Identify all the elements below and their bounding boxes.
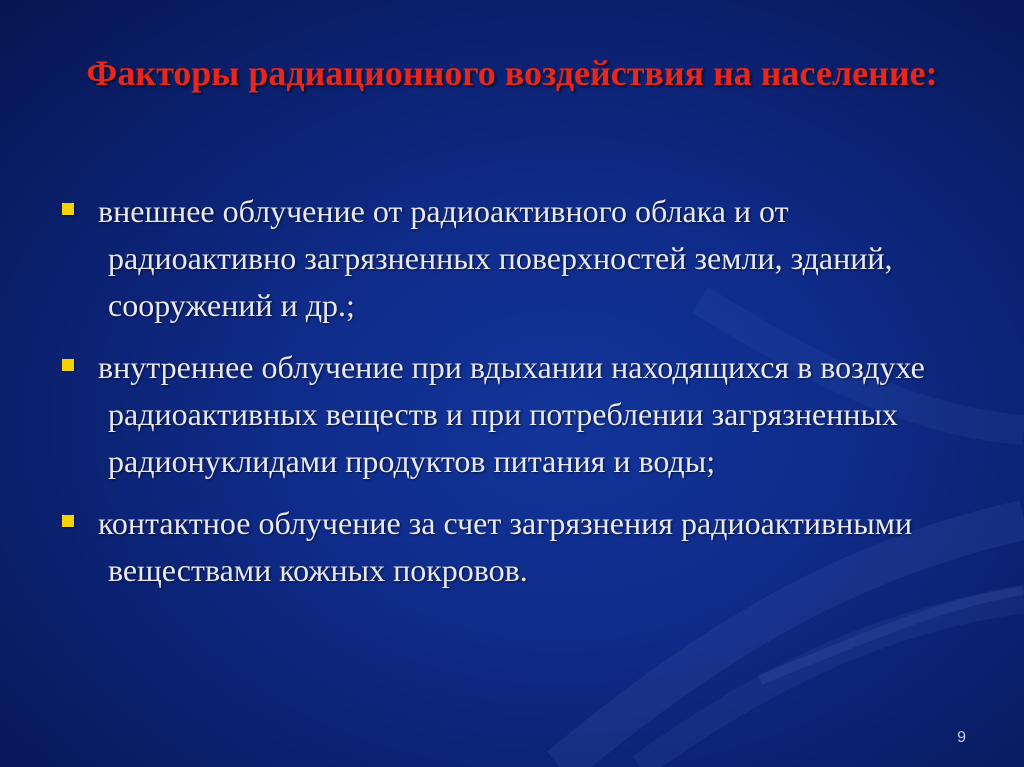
list-item <box>62 188 982 329</box>
list-item-text: контактное облучение за счет загрязнения радиоактивными веществами кожных покровов. <box>98 505 913 588</box>
yellow-square-bullet-icon <box>62 515 74 527</box>
list-item <box>62 344 982 485</box>
yellow-square-bullet-icon <box>62 203 74 215</box>
list-item-text: внутреннее облучение при вдыхании находящихся в воздухе радиоактивных веществ и при потреблении загрязненных радионуклидами продуктов питания и воды; <box>98 349 925 479</box>
yellow-square-bullet-icon <box>62 359 74 371</box>
slide-title: Факторы радиационного воздействия на население: <box>86 53 938 93</box>
page-number: 9 <box>957 729 966 746</box>
list-item-text: внешнее облучение от радиоактивного облака и от радиоактивно загрязненных поверхностей земли, зданий, сооружений и др.; <box>98 193 893 323</box>
list-item <box>62 500 982 594</box>
bullet-list <box>62 188 982 609</box>
